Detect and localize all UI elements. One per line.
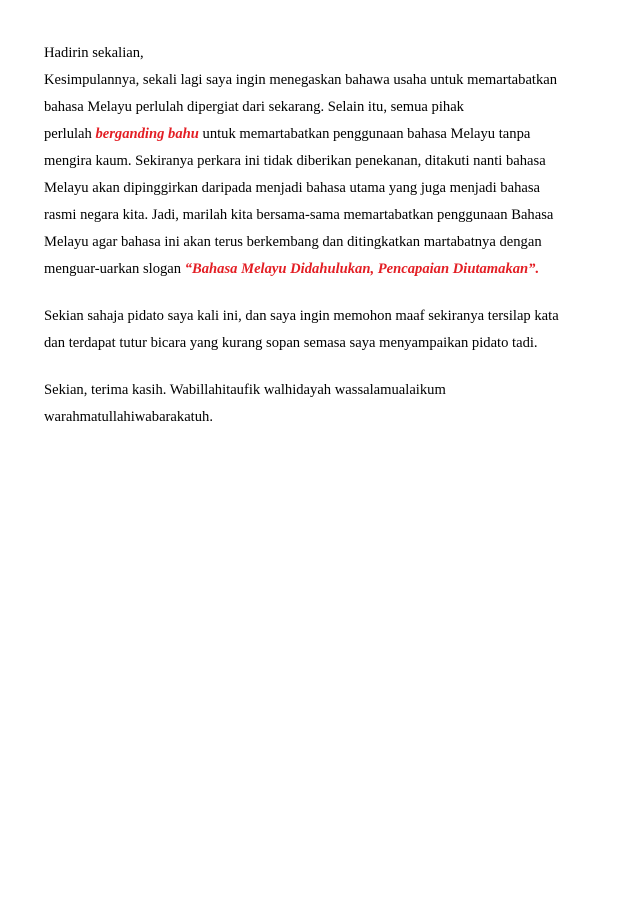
paragraph2-line2: dan terdapat tutur bicara yang kurang sopan semasa saya menyampaikan pidato tadi.	[44, 335, 538, 351]
paragraph1-line4: mengira kaum. Sekiranya perkara ini tidak diberikan penekanan, ditakuti nanti bahasa	[44, 153, 546, 169]
paragraph1-line8-text-before: menguar-uarkan slogan	[44, 261, 185, 277]
paragraph2-line1: Sekian sahaja pidato saya kali ini, dan saya ingin memohon maaf sekiranya tersilap kata	[44, 308, 559, 324]
paragraph1-line2: bahasa Melayu perlulah dipergiat dari sekarang. Selain itu, semua pihak	[44, 99, 464, 115]
paragraph1-line7: Melayu agar bahasa ini akan terus berkembang dan ditingkatkan martabatnya dengan	[44, 234, 542, 250]
paragraph1-line8	[44, 260, 539, 278]
paragraph1-line3-text-after: untuk memartabatkan penggunaan bahasa Melayu tanpa	[198, 126, 531, 142]
highlight-berganding-bahu: berganding bahu	[95, 126, 199, 142]
paragraph1-line1: Kesimpulannya, sekali lagi saya ingin menegaskan bahawa usaha untuk memartabatkan	[44, 72, 558, 88]
greeting: Hadirin sekalian,	[44, 45, 144, 61]
paragraph1-line3	[44, 125, 530, 143]
paragraph3-line2: warahmatullahiwabarakatuh.	[44, 409, 213, 425]
paragraph1-line5: Melayu akan dipinggirkan daripada menjadi bahasa utama yang juga menjadi bahasa	[44, 180, 541, 196]
paragraph1-line3-text-before: perlulah	[44, 126, 96, 142]
paragraph1-line6: rasmi negara kita. Jadi, marilah kita bersama-sama memartabatkan penggunaan Bahasa	[44, 207, 554, 223]
slogan-highlight: “Bahasa Melayu Didahulukan, Pencapaian Diutamakan”.	[184, 261, 540, 277]
paragraph3-line1: Sekian, terima kasih. Wabillahitaufik walhidayah wassalamualaikum	[44, 382, 446, 398]
